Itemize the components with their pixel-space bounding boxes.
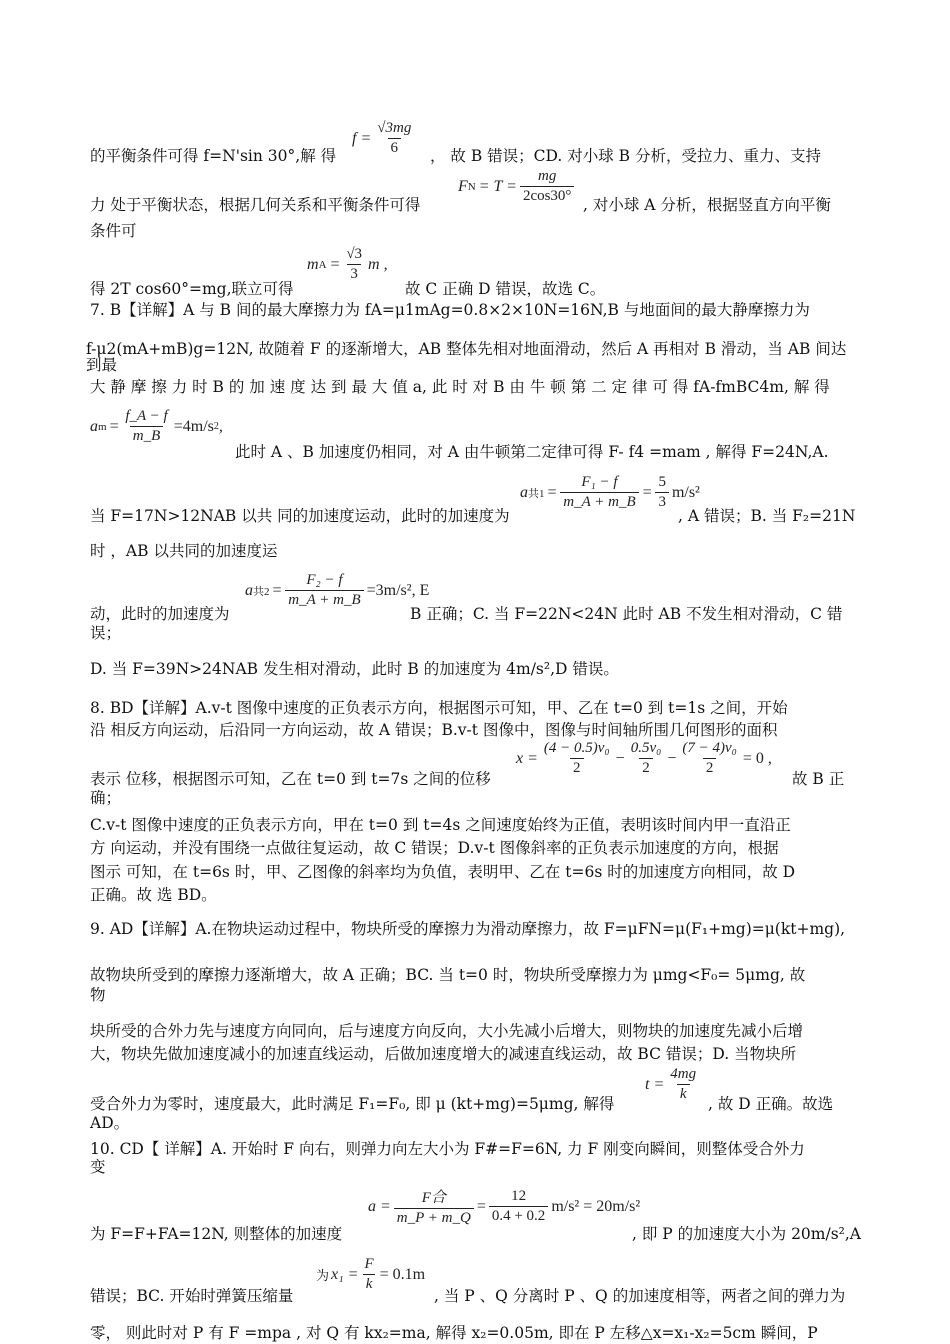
denominator: 2cos30° bbox=[520, 186, 575, 205]
text-line: 变 bbox=[90, 1158, 106, 1176]
text-line: 故物块所受到的摩擦力逐渐增大，故 A 正确；BC. 当 t=0 时，物块所受摩擦力为 μmg<F₀= 5μmg, 故 bbox=[90, 966, 806, 984]
fraction bbox=[374, 120, 414, 157]
text-line: 大，物块先做加速度减小的加速直线运动，后做加速度增大的减速直线运动，故 BC 错误；D. 当物块所 bbox=[90, 1045, 797, 1063]
denominator: 3 bbox=[655, 492, 669, 511]
fraction bbox=[343, 246, 365, 283]
numerator: F bbox=[364, 1256, 374, 1272]
denominator: 0.4 + 0.2 bbox=[489, 1206, 548, 1225]
text-line: 错误；BC. 开始时弹簧压缩量 bbox=[90, 1287, 294, 1305]
equation-am bbox=[90, 408, 223, 445]
text-line: 到最 bbox=[86, 356, 118, 374]
text-line: 为 F=F+FA=12N, 则整体的加速度 bbox=[90, 1225, 343, 1243]
eq-equals: = bbox=[271, 581, 283, 599]
denominator: 2 bbox=[703, 758, 717, 777]
fraction bbox=[628, 740, 665, 777]
text-line: 确； bbox=[90, 789, 122, 807]
fraction bbox=[560, 474, 638, 511]
fraction bbox=[655, 474, 669, 511]
text-line: 得 2T cos60°=mg,联立可得 bbox=[90, 280, 294, 298]
text-line: 表示 位移，根据图示可知，乙在 t=0 到 t=7s 之间的位移 bbox=[90, 770, 491, 788]
text-line: 7. B【详解】A 与 B 间的最大摩擦力为 fA=μ1mAg=0.8×2×10N=16N,B 与地面间的最大静摩擦力为 bbox=[90, 301, 810, 319]
numerator: (4 − 0.5)v₀ bbox=[543, 740, 610, 756]
denominator: m_A + m_B bbox=[285, 590, 363, 609]
eq-lhs: f = bbox=[352, 129, 372, 147]
subscript: 共1 bbox=[528, 487, 545, 500]
text-line: f-μ2(mA+mB)g=12N, 故随着 F 的逐渐增大，AB 整体先相对地面滑动，然后 A 再相对 B 滑动，当 AB 间达 bbox=[86, 340, 847, 358]
denominator: k bbox=[677, 1084, 690, 1103]
subscript: A bbox=[318, 258, 327, 271]
text-line: 受合外力为零时，速度最大，此时满足 F₁=F₀, 即 μ (kt+mg)=5μmg, 解得 bbox=[90, 1095, 615, 1113]
numerator: 4mg bbox=[670, 1066, 697, 1082]
text-line: , 当 P 、Q 分离时 P 、Q 的加速度相等，两者之间的弹力为 bbox=[434, 1287, 846, 1305]
fraction bbox=[285, 572, 363, 609]
eq-result: = 0.1m bbox=[379, 1265, 426, 1283]
text-line: 的平衡条件可得 f=N'sin 30°,解 得 bbox=[90, 147, 337, 165]
text-line: C.v-t 图像中速度的正负表示方向，甲在 t=0 到 t=4s 之间速度始终为正值，表明该时间内甲一直沿正 bbox=[90, 816, 791, 834]
fraction bbox=[541, 740, 613, 777]
subscript: m bbox=[98, 420, 107, 433]
equation-a-common-2 bbox=[245, 572, 429, 609]
numerator: 5 bbox=[658, 474, 666, 490]
denominator: k bbox=[363, 1274, 376, 1293]
equation-t bbox=[645, 1066, 702, 1103]
eq-result: = 0 , bbox=[742, 749, 772, 767]
text-line: 正确。故 选 BD。 bbox=[90, 886, 217, 904]
eq-mid: = T = bbox=[478, 177, 517, 195]
numerator: F₂ − f bbox=[306, 572, 343, 588]
denominator: 6 bbox=[388, 138, 402, 157]
denominator: m_B bbox=[130, 426, 164, 445]
equation-a-common-1 bbox=[520, 474, 700, 511]
eq-equals: = bbox=[641, 483, 653, 501]
text-line: 误； bbox=[90, 624, 122, 642]
text-line: 时 ，AB 以共同的加速度运 bbox=[90, 542, 278, 560]
text-line: 物 bbox=[90, 986, 106, 1004]
text-line: 10. CD【 详解】A. 开始时 F 向右，则弹力向左大小为 F#=F=6N, 力 F 刚变向瞬间，则整体受合外力 bbox=[90, 1140, 805, 1158]
numerator: √3 bbox=[346, 246, 363, 262]
text-line: 9. AD【详解】A.在物块运动过程中，物块所受的摩擦力为滑动摩擦力，故 F=μFN=μ(F₁+mg)=μ(kt+mg), bbox=[90, 920, 846, 938]
text-line: 当 F=17N>12NAB 以共 同的加速度运动，此时的加速度为 bbox=[90, 507, 510, 525]
eq-equals: = bbox=[329, 255, 341, 273]
text-line: , 故 D 正确。故选 bbox=[708, 1095, 834, 1113]
fraction bbox=[520, 168, 575, 205]
equation-f bbox=[352, 120, 417, 157]
numerator: F合 bbox=[421, 1190, 446, 1206]
eq-result: m/s² = 20m/s² bbox=[551, 1197, 641, 1215]
equation-x1 bbox=[316, 1256, 425, 1293]
eq-lhs: x = bbox=[516, 749, 538, 767]
superscript: 2 bbox=[213, 421, 219, 432]
text-line: D. 当 F=39N>24NAB 发生相对滑动，此时 B 的加速度为 4m/s²,D 错误。 bbox=[90, 660, 619, 678]
eq-unit: m/s² bbox=[671, 483, 700, 501]
eq-lhs: a bbox=[520, 483, 528, 501]
fraction bbox=[489, 1188, 548, 1225]
text-line: 图示 可知，在 t=6s 时，甲、乙图像的斜率均为负值，表明甲、乙在 t=6s 时的加速度方向相同，故 D bbox=[90, 863, 796, 881]
text-line: 大 静 摩 擦 力 时 B 的 加 速 度 达 到 最 大 值 a, 此 时 对 B 由 牛 顿 第 二 定 律 可 得 fA-fmBC4m, 解 得 bbox=[90, 378, 830, 396]
text-line: , 即 P 的加速度大小为 20m/s²,A bbox=[632, 1225, 861, 1243]
text-line: 8. BD【详解】A.v-t 图像中速度的正负表示方向，根据图示可知，甲、乙在 t=0 到 t=1s 之间，开始 bbox=[90, 699, 788, 717]
equation-a bbox=[368, 1186, 640, 1227]
eq-prefix: 为 bbox=[316, 1268, 330, 1283]
text-line: 块所受的合外力先与速度方向同向，后与速度方向反向，大小先减小后增大，则物块的加速度先减小后增 bbox=[90, 1022, 804, 1040]
numerator: F₁ − f bbox=[581, 474, 618, 490]
subscript: N bbox=[467, 180, 476, 193]
eq-lhs: m bbox=[307, 255, 319, 273]
eq-lhs: a bbox=[90, 417, 98, 435]
eq-result: =4m/s bbox=[173, 417, 214, 435]
equation-ma bbox=[307, 246, 388, 283]
text-line: ， 故 B 错误；CD. 对小球 B 分析，受拉力、重力、支持 bbox=[430, 147, 822, 165]
fraction bbox=[667, 1066, 699, 1103]
text-line: 沿 相反方向运动，后沿同一方向运动，故 A 错误；B.v-t 图像中，图像与时间轴所围几何图形的面积 bbox=[90, 721, 778, 739]
minus: − bbox=[667, 749, 677, 767]
minus: − bbox=[615, 749, 625, 767]
eq-lhs: x₁ = bbox=[331, 1265, 359, 1283]
eq-tail: , E bbox=[411, 581, 430, 599]
equation-fn bbox=[458, 168, 577, 205]
text-line: 故 C 正确 D 错误，故选 C。 bbox=[405, 280, 606, 298]
fraction bbox=[122, 408, 170, 445]
eq-equals: = bbox=[476, 1197, 486, 1215]
denominator: 2 bbox=[639, 758, 653, 777]
eq-result: =3m/s² bbox=[366, 581, 412, 599]
eq-lhs: a bbox=[245, 581, 253, 599]
text-line: B 正确；C. 当 F=22N<24N 此时 AB 不发生相对滑动，C 错 bbox=[410, 605, 843, 623]
eq-equals: = bbox=[546, 483, 558, 501]
fraction bbox=[679, 740, 740, 777]
text-line: 此时 A 、B 加速度仍相同，对 A 由牛顿第二定律可得 F- f4 =mam , 解得 F=24N,A. bbox=[235, 443, 829, 461]
equation-x bbox=[516, 740, 772, 777]
text-line: 故 B 正 bbox=[792, 770, 845, 788]
numerator: 0.5v₀ bbox=[630, 740, 662, 756]
text-line: , 对小球 A 分析，根据竖直方向平衡 bbox=[583, 196, 831, 214]
text-line: 条件可 bbox=[90, 222, 137, 240]
numerator: mg bbox=[538, 168, 557, 184]
numerator: √3mg bbox=[377, 120, 412, 136]
subscript: 共2 bbox=[253, 585, 270, 598]
eq-lhs: a = bbox=[368, 1197, 391, 1215]
text-line: AD。 bbox=[90, 1114, 130, 1132]
denominator: m_P + m_Q bbox=[394, 1208, 474, 1227]
text-line: 零， 则此时对 P 有 F =mpa , 对 Q 有 kx₂=ma, 解得 x₂=0.05m, 即在 P 左移△x=x₁-x₂=5cm 瞬间，P bbox=[90, 1324, 818, 1342]
numerator: (7 − 4)v₀ bbox=[682, 740, 737, 756]
fraction bbox=[394, 1186, 474, 1227]
eq-lhs: F bbox=[458, 177, 468, 195]
text-line: 方 向运动，并没有围绕一点做往复运动，故 C 错误；D.v-t 图像斜率的正负表示加速度的方向，根据 bbox=[90, 839, 779, 857]
fraction bbox=[361, 1256, 376, 1293]
numerator: 12 bbox=[511, 1188, 527, 1204]
text-line: 力 处于平衡状态，根据几何关系和平衡条件可得 bbox=[90, 196, 421, 214]
text-line: , A 错误；B. 当 F₂=21N bbox=[678, 507, 856, 525]
denominator: 2 bbox=[570, 758, 584, 777]
eq-lhs: t = bbox=[645, 1075, 665, 1093]
eq-tail: m , bbox=[368, 255, 388, 273]
denominator: 3 bbox=[347, 264, 361, 283]
eq-tail: , bbox=[218, 417, 223, 435]
text-line: 动，此时的加速度为 bbox=[90, 605, 230, 623]
numerator: f_A − f bbox=[125, 408, 168, 424]
eq-equals: = bbox=[108, 417, 120, 435]
denominator: m_A + m_B bbox=[560, 492, 638, 511]
